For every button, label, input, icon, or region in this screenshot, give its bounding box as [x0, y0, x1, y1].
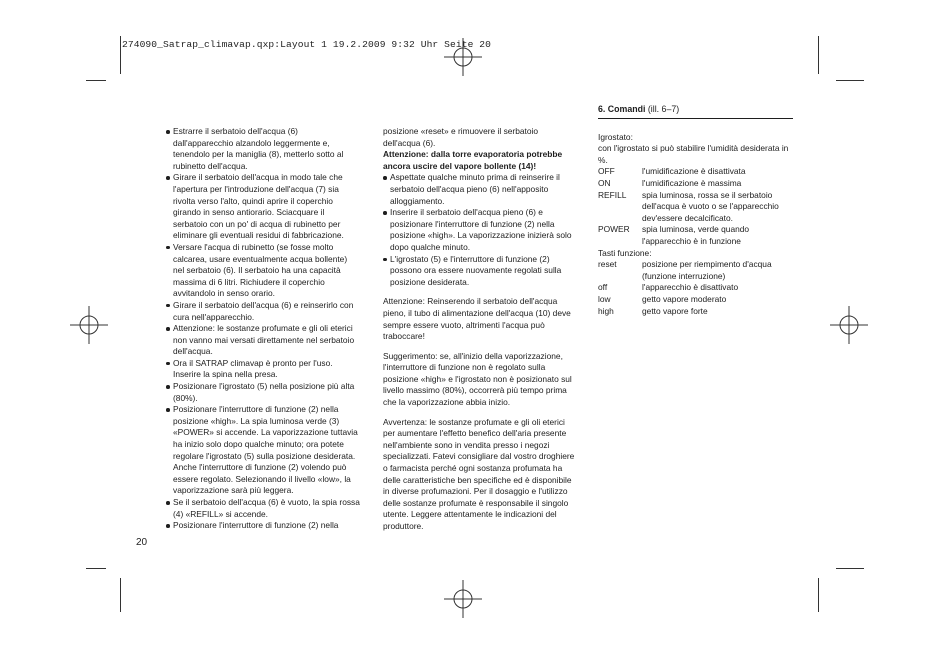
section-title: 6. Comandi: [598, 104, 646, 114]
definition-desc: l'umidificazione è massima: [642, 177, 742, 188]
definition-desc: l'apparecchio è disattivato: [642, 282, 739, 293]
definition-desc: posizione per riempimento d'acqua (funzione interruzione): [642, 259, 772, 281]
middle-column: [383, 126, 576, 533]
list-item: Estrarre il serbatoio dell'acqua (6) dall'apparecchio alzandolo leggermente e, tenendolo per la maniglia (8), metterlo sotto al rubinetto dell'acqua.: [166, 126, 360, 172]
definition-term: low: [598, 293, 611, 304]
definition-term: reset: [598, 259, 617, 270]
list-item: Se il serbatoio dell'acqua (6) è vuoto, la spia rossa (4) «REFILL» si accende.: [166, 497, 360, 520]
tasti-definitions: [598, 259, 795, 317]
definition-term: high: [598, 305, 614, 316]
warning-text: Attenzione: dalla torre evaporatoria potrebbe ancora uscire del vapore bollente (14)!: [383, 149, 563, 171]
definition-term: POWER: [598, 224, 630, 235]
definition-desc: getto vapore forte: [642, 305, 708, 316]
crop-mark-top-right-horizontal: [836, 80, 864, 81]
list-item: Posizionare l'interruttore di funzione (2) nella: [166, 520, 360, 532]
advice-paragraph: Avvertenza: le sostanze profumate e gli oli eterici per aumentare l'effetto benefico dell'aria presente nell'ambiente sono in vendita presso i negozi specializzati. Fatevi consigliare dal vostro droghiere o farmacista perché ogni sostanza profumata ha delle caratteristiche ben specifiche ed è disponibile in diverse profumazioni. Per il dosaggio e l'utilizzo delle sostanze profumate è responsabile il singolo utente. Leggere attentamente le indicazioni del produttore.: [383, 416, 575, 531]
crop-mark-top-left-vertical: [120, 36, 121, 74]
crop-mark-top-right-vertical: [818, 36, 819, 74]
definition-term: ON: [598, 177, 611, 188]
igrostato-intro: con l'igrostato si può stabilire l'umidità desiderata in %.: [598, 143, 789, 165]
registration-mark-bottom-icon: [440, 576, 486, 622]
list-item: Posizionare l'interruttore di funzione (2) nella posizione «high». La spia luminosa verde (3) «POWER» si accende. La vaporizzazione tuttavia ha inizio solo dopo qualche minuto; ora potete regolare l'igrostato (5) sulla posizione desiderata. Anche l'interruttore di funzione (2) volendo può essere regolato. Selezionando il livello «low», la vaporizzazione sarà più leggera.: [166, 404, 360, 497]
left-column: [166, 126, 360, 532]
igrostato-label: Igrostato:: [598, 131, 633, 142]
tasti-label: Tasti funzione:: [598, 247, 652, 258]
crop-mark-bottom-left-vertical: [120, 578, 121, 612]
attention-paragraph: Attenzione: Reinserendo il serbatoio dell'acqua pieno, il tubo di alimentazione dell'acqua (10) deve sempre essere vuoto, altrimenti l'acqua può traboccare!: [383, 296, 571, 342]
definition-term: off: [598, 282, 608, 293]
definition-term: OFF: [598, 166, 615, 177]
left-bullet-list: [166, 126, 360, 532]
definition-desc: getto vapore moderato: [642, 293, 727, 304]
crop-mark-bottom-right-horizontal: [836, 568, 864, 569]
list-item: Ora il SATRAP climavap è pronto per l'uso. Inserire la spina nella presa.: [166, 358, 360, 381]
registration-mark-top-icon: [440, 34, 486, 80]
list-item: Inserire il serbatoio dell'acqua pieno (6) e posizionare l'interruttore di funzione (2) nella posizione «high». La vaporizzazione inizierà solo dopo qualche minuto.: [383, 207, 576, 253]
section-heading: [598, 104, 793, 119]
definition-desc: spia luminosa, rossa se il serbatoio dell'acqua è vuoto o se l'apparecchio dev'essere decalcificato.: [642, 189, 779, 223]
list-item: Attenzione: le sostanze profumate e gli oli eterici non vanno mai versati direttamente nel serbatoio dell'acqua.: [166, 323, 360, 358]
igrostato-definitions: [598, 166, 795, 247]
section-reference: (ill. 6–7): [647, 104, 680, 114]
list-item: Girare il serbatoio dell'acqua (6) e reinserirlo con cura nell'apparecchio.: [166, 300, 360, 323]
list-item: Versare l'acqua di rubinetto (se fosse molto calcarea, usare eventualmente acqua bollente) nel serbatoio (6). Il serbatoio ha una capacità massima di 6 litri. Richiudere il coperchio avvitandolo in senso orario.: [166, 242, 360, 300]
list-item: Girare il serbatoio dell'acqua in modo tale che l'apertura per l'introduzione dell'acqua (7) sia rivolta verso l'alto, quindi aprire il coperchio girando in senso antiorario. Sciacquare il serbatoio con un po' di acqua di rubinetto per eliminare gli eventuali residui di fabbricazione.: [166, 172, 360, 242]
registration-mark-right-icon: [826, 302, 872, 348]
page-number: 20: [136, 537, 148, 548]
suggestion-paragraph: Suggerimento: se, all'inizio della vaporizzazione, l'interruttore di funzione non è regolato sulla posizione «high» e l'igrostato non è posizionato sul livello massimo (80%), occorrerà più tempo prima che la vaporizzazione abbia inizio.: [383, 350, 572, 408]
definition-term: REFILL: [598, 189, 627, 200]
file-slug-header: 274090_Satrap_climavap.qxp:Layout 1 19.2.2009 9:32 Uhr Seite 20: [122, 39, 492, 50]
crop-mark-top-left-horizontal: [86, 80, 106, 81]
list-item: L'igrostato (5) e l'interruttore di funzione (2) possono ora essere nuovamente regolati sulla posizione desiderata.: [383, 254, 576, 289]
list-item: Posizionare l'igrostato (5) nella posizione più alta (80%).: [166, 381, 360, 404]
definition-desc: l'umidificazione è disattivata: [642, 166, 746, 177]
definition-desc: spia luminosa, verde quando l'apparecchio è in funzione: [642, 224, 750, 246]
continuation-text: posizione «reset» e rimuovere il serbatoio dell'acqua (6).: [383, 126, 539, 148]
registration-mark-left-icon: [66, 302, 112, 348]
middle-bullet-list: [383, 172, 576, 288]
crop-mark-bottom-left-horizontal: [86, 568, 106, 569]
crop-mark-bottom-right-vertical: [818, 578, 819, 612]
right-column: [598, 104, 795, 317]
list-item: Aspettate qualche minuto prima di reinserire il serbatoio dell'acqua pieno (6) nell'apposito alloggiamento.: [383, 172, 576, 207]
